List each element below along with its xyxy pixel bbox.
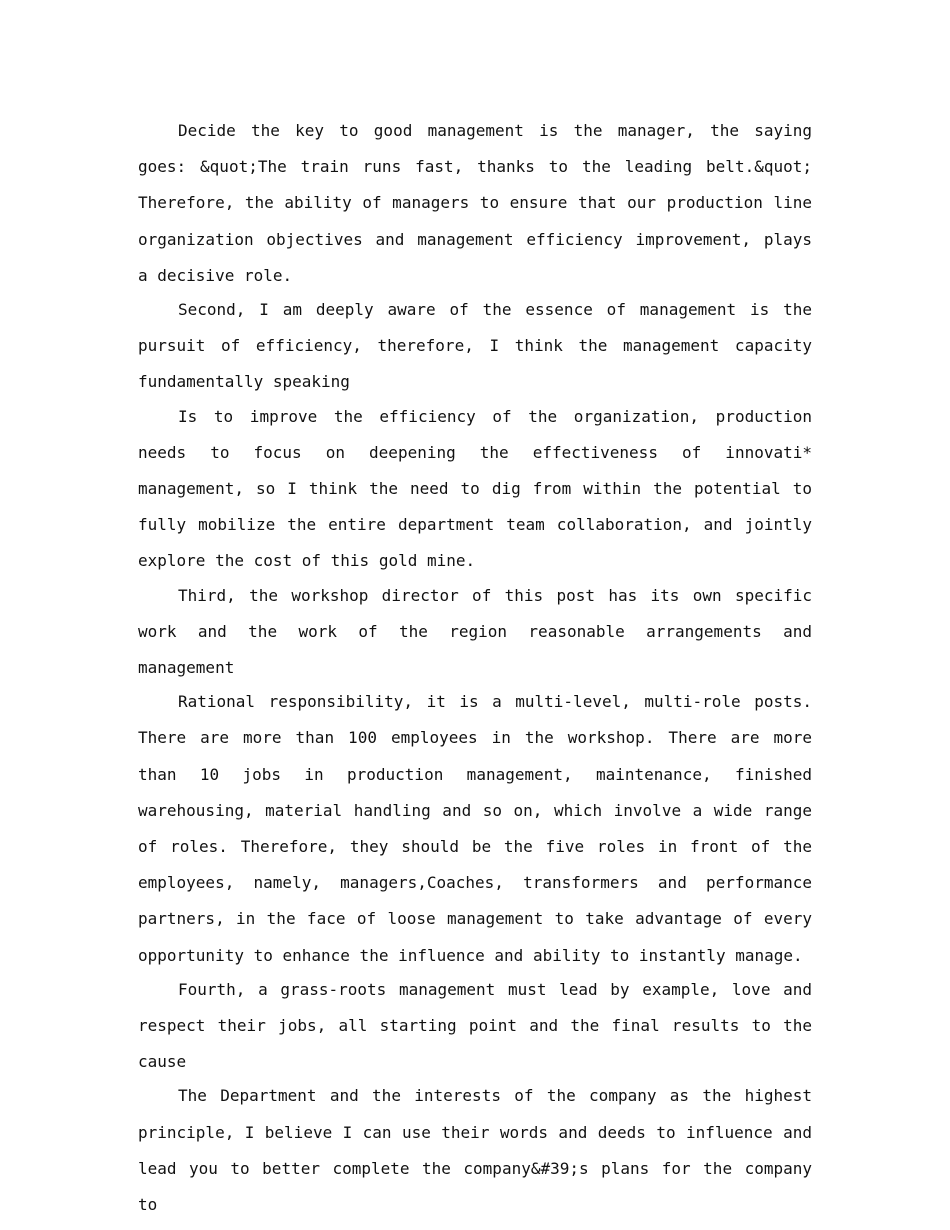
paragraph-4: Third, the workshop director of this post has its own specific work and the work of the region reasonable arrangements and management (138, 585, 812, 678)
document-body (138, 113, 812, 1221)
paragraph-2: Second, I am deeply aware of the essence of management is the pursuit of efficiency, therefore, I think the management capacity fundamentally speaking (138, 300, 812, 392)
paragraph-5: Rational responsibility, it is a multi-level, multi-role posts. There are more than 100 employees in the workshop. There are more than 10 jobs in production management, maintenance, finished warehousing, material handling and so on, which involve a wide range of roles. Therefore, they should be the five roles in front of the employees, namely, managers,Coaches, transformers and performance partners, in the face of loose management to take advantage of every opportunity to enhance the influence and ability to instantly manage. (138, 692, 812, 965)
paragraph-6: Fourth, a grass-roots management must lead by example, love and respect their jobs, all starting point and the final results to the cause (138, 979, 812, 1072)
paragraph-7: The Department and the interests of the company as the highest principle, I believe I can use their words and deeds to influence and lead you to better complete the company&#39;s plans for the company to (138, 1086, 812, 1215)
paragraph-3: Is to improve the efficiency of the organization, production needs to focus on deepening the effectiveness of innovati* management, so I think the need to dig from within the potential to fully mobilize the entire department team collaboration, and jointly explore the cost of this gold mine. (138, 406, 812, 571)
paragraph-1: Decide the key to good management is the manager, the saying goes: &quot;The train runs fast, thanks to the leading belt.&quot; Therefore, the ability of managers to ensure that our production line organization objectives and management efficiency improvement, plays a decisive role. (138, 121, 812, 285)
